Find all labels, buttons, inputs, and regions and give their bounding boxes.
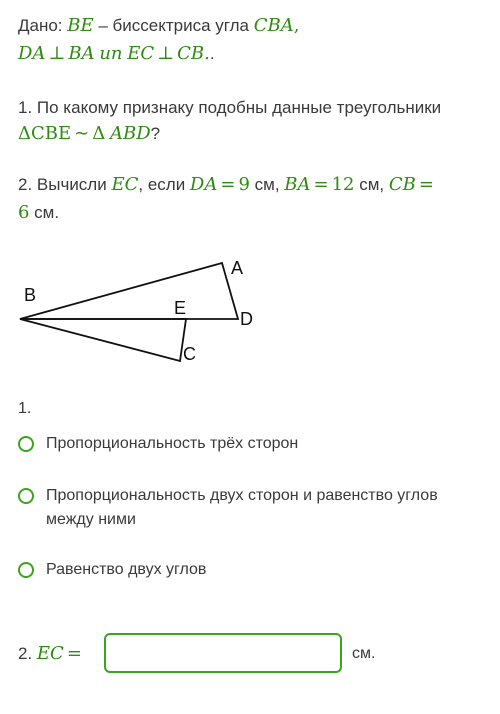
perp-symbol: ⊥ [157, 43, 175, 64]
part-1-number: 1. [18, 400, 32, 417]
q2-cb: CB [388, 174, 416, 195]
question-mark: ? [150, 124, 161, 143]
math-cba: CBA [253, 15, 294, 36]
q2-eq1: = [220, 174, 236, 195]
delta-symbol: Δ [92, 123, 106, 144]
part-2-number: 2. [18, 644, 37, 663]
option-label: Пропорциональность трёх сторон [46, 435, 299, 452]
label-e: E [174, 298, 187, 318]
part-2-label [18, 642, 85, 666]
radio-icon[interactable] [18, 488, 34, 504]
question-2-line-1 [18, 173, 437, 197]
label-a: A [231, 258, 244, 278]
part-2-eq: = [66, 643, 82, 664]
q2-unit2: см, [354, 175, 389, 194]
triangle-abd: ABD [109, 123, 151, 144]
q2-unit3: см. [29, 203, 60, 222]
q2-eq3: = [418, 174, 434, 195]
triangle-figure [0, 250, 300, 375]
radio-icon[interactable] [18, 436, 34, 452]
q2-ba: BA [284, 174, 311, 195]
math-ec: EC [127, 43, 155, 64]
q2-v3: 6 [18, 202, 30, 223]
given-line-1 [18, 14, 299, 38]
question-1-text: 1. По какому признаку подобны данные треугольники [18, 98, 442, 117]
label-b: B [24, 285, 37, 305]
question-1-similarity [18, 122, 160, 146]
q2-eq2: = [313, 174, 329, 195]
q2-ec: EC [111, 174, 139, 195]
math-ba: BA [68, 43, 95, 64]
triangle-cbe: ΔCBE [18, 123, 72, 144]
triangle-abd-shape [20, 263, 238, 319]
label-d: D [240, 309, 253, 329]
given-text: – биссектриса угла [93, 16, 254, 35]
q2-v1: 9 [238, 174, 250, 195]
q2-if: , если [138, 175, 190, 194]
math-comma: , [293, 15, 300, 36]
option-two-sides-angle[interactable] [18, 484, 478, 532]
question-2-line-2 [18, 201, 59, 225]
part-2-unit: см. [352, 645, 376, 662]
q2-text: 2. Вычисли [18, 175, 112, 194]
option-two-angles[interactable] [18, 558, 478, 582]
part-2-var: EC [36, 643, 64, 664]
math-da: DA [18, 43, 46, 64]
option-label: Пропорциональность двух сторон и равенство углов между ними [46, 487, 438, 528]
math-be: BE [67, 15, 94, 36]
math-cb: CB. [177, 43, 210, 64]
label-c: C [183, 344, 196, 364]
option-label: Равенство двух углов [46, 561, 207, 578]
math-un: un [99, 43, 123, 64]
given-dot: . [209, 44, 215, 63]
q2-unit1: см, [249, 175, 285, 194]
triangle-cbe-shape [20, 319, 186, 361]
similar-symbol: ∼ [74, 123, 90, 144]
given-prefix: Дано: [18, 16, 68, 35]
given-line-2 [18, 42, 215, 66]
radio-icon[interactable] [18, 562, 34, 578]
ec-answer-input[interactable] [104, 633, 342, 673]
option-three-sides[interactable] [18, 432, 478, 456]
q2-da: DA [189, 174, 218, 195]
q2-v2: 12 [331, 174, 355, 195]
perp-symbol: ⊥ [48, 43, 66, 64]
